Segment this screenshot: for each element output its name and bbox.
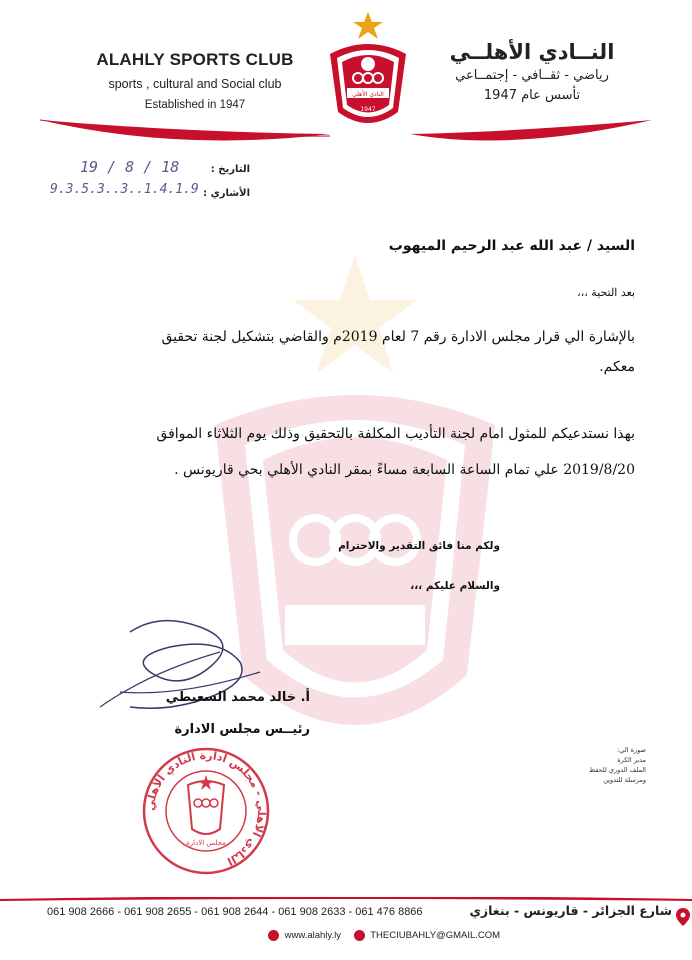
greeting: بعد التحية ،،،	[577, 286, 635, 299]
date-label: التاريخ :	[210, 164, 250, 175]
closing-salutation: والسلام عليكم ،،،	[410, 580, 500, 592]
copies-item: الملف الدوري للحفظ	[589, 766, 646, 774]
footer-phones: 061 908 2666 - 061 908 2655 - 061 908 2644 - 061 908 2633 - 061 476 8866	[47, 906, 423, 918]
ref-row	[50, 182, 250, 206]
club-name-en: ALAHLY SPORTS CLUB	[96, 50, 294, 69]
copies-item: مدير الكرة	[617, 756, 646, 764]
copies-item: ومرسلة للتدوين	[603, 776, 646, 784]
club-desc-en: sports , cultural and Social club	[108, 77, 282, 91]
email-icon	[354, 930, 365, 941]
website-link[interactable]: www.alahly.ly	[284, 930, 341, 941]
logo-text: النادي الأهلي	[352, 91, 384, 98]
footer-contacts	[265, 930, 500, 941]
signer-role: رئيــس مجلس الادارة	[174, 722, 310, 737]
email-link[interactable]: THECIUBAHLY@GMAIL.COM	[370, 930, 501, 941]
ref-label: الأشاري :	[203, 188, 250, 199]
header-english	[80, 50, 310, 111]
date-value: 19 / 8 / 18	[80, 158, 180, 176]
date-row	[60, 158, 250, 182]
club-name-ar: النــادي الأهلــي	[449, 40, 615, 64]
established-ar: تأسس عام 1947	[483, 88, 581, 103]
paragraph-1-line-1: بالإشارة الي قرار مجلس الادارة رقم 7 لعام 2019م والقاضي بتشكيل لجنة تحقيق	[161, 329, 635, 345]
header-arabic	[412, 40, 652, 103]
letter-meta	[50, 158, 250, 206]
paragraph-2-line-1: بهذا نستدعيكم للمثول امام لجنة التأديب المكلفة بالتحقيق وذلك يوم الثلاثاء الموافق	[156, 426, 635, 442]
logo-year: 1947	[360, 106, 376, 113]
signature-icon	[90, 612, 270, 722]
paragraph-2-line-2: 2019/8/20 علي تمام الساعة السابعة مساءً بمقر النادي الأهلي بحي قاريونس .	[174, 462, 635, 478]
footer-address: شارع الجزائر - قاريونس - بنغازي	[469, 903, 672, 918]
paragraph-1	[45, 322, 635, 382]
official-stamp-icon	[140, 745, 272, 877]
signer-name: أ. خالد محمد السعيطي	[165, 690, 310, 705]
closing-regards: ولكم منا فائق التقدير والاحترام	[338, 540, 500, 552]
established-en: Established in 1947	[144, 99, 246, 111]
paragraph-1-line-2: معكم.	[599, 359, 635, 375]
club-logo-icon	[325, 12, 411, 132]
club-desc-ar: رياضي - ثقــافي - إجتمــاعي	[455, 68, 609, 83]
ref-value: 9.3.5.3..3..1.4.1.9	[50, 182, 199, 197]
paragraph-2	[45, 416, 635, 488]
addressee: السيد / عبد الله عبد الرحيم الميهوب	[388, 238, 635, 254]
copies-title: صورة الي:	[617, 746, 646, 754]
copies-list	[556, 745, 646, 785]
location-pin-icon	[676, 908, 690, 926]
stamp-center-text: مجلس الادارة	[186, 839, 226, 847]
stamp-ring-text: النادي الأهلي - مجلس ادارة النادي الأهلي	[143, 748, 269, 868]
globe-icon	[268, 930, 279, 941]
